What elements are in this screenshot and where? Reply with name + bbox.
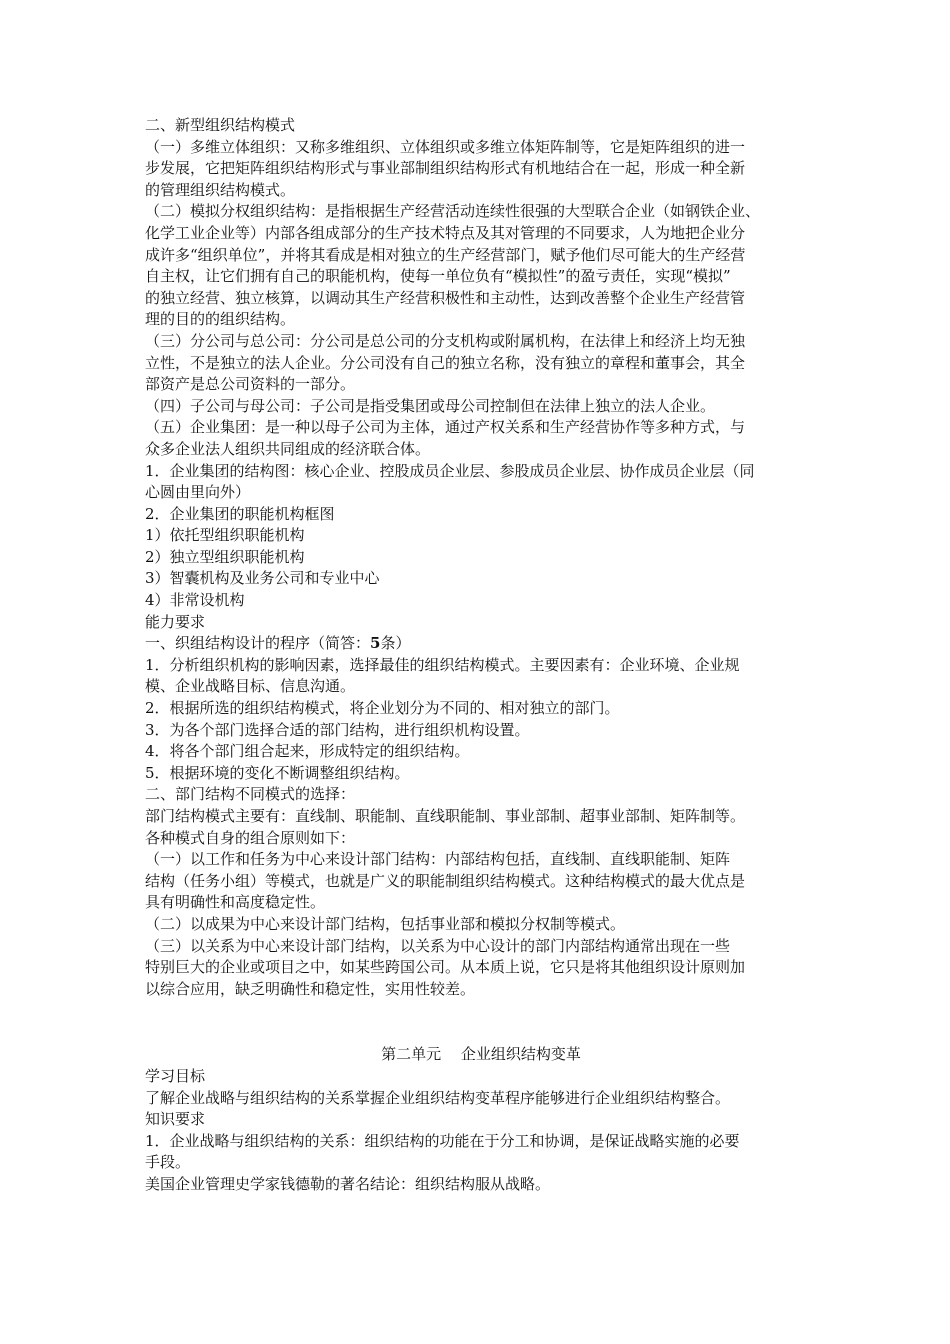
text-line: 众多企业法人组织共同组成的经济联合体。 xyxy=(145,439,431,458)
text-line: 2．企业集团的职能机构框图 xyxy=(145,504,335,523)
ability-heading: 能力要求 xyxy=(145,612,206,631)
text-line: 成许多“组织单位”，并将其看成是相对独立的生产经营部门，赋予他们尽可能大的生产经营 xyxy=(145,245,746,264)
text-line: （三）以关系为中心来设计部门结构，以关系为中心设计的部门内部结构通常出现在一些 xyxy=(145,936,731,955)
text-line: 自主权，让它们拥有自己的职能机构，使每一单位负有“模拟性”的盈亏责任，实现“模拟” xyxy=(145,267,731,286)
text-line: 特别巨大的企业或项目之中，如某些跨国公司。从本质上说，它只是将其他组织设计原则加 xyxy=(145,958,746,977)
text-line: 3．为各个部门选择合适的部门结构，进行组织机构设置。 xyxy=(145,720,530,739)
text-line: 学习目标 xyxy=(145,1066,206,1085)
text-line: 二、部门结构不同模式的选择： xyxy=(145,785,356,804)
procedure-count: 5 xyxy=(370,634,381,653)
text-line: （二）以成果为中心来设计部门结构，包括事业部和模拟分权制等模式。 xyxy=(145,914,626,933)
text-line: 手段。 xyxy=(145,1153,191,1172)
text-line: 3）智囊机构及业务公司和专业中心 xyxy=(145,569,380,588)
text-line: 了解企业战略与组织结构的关系掌握企业组织结构变革程序能够进行企业组织结构整合。 xyxy=(145,1088,731,1107)
text-line: 4）非常设机构 xyxy=(145,591,245,610)
procedure-heading-prefix: 一、织组结构设计的程序（简答： xyxy=(145,634,371,653)
text-line: （三）分公司与总公司：分公司是总公司的分支机构或附属机构，在法律上和经济上均无独 xyxy=(145,331,746,350)
text-line: 4．将各个部门组合起来，形成特定的组织结构。 xyxy=(145,742,470,761)
text-line: （五）企业集团：是一种以母子公司为主体，通过产权关系和生产经营协作等多种方式，与 xyxy=(145,418,746,437)
section-heading: 二、新型组织结构模式 xyxy=(145,116,296,134)
text-line: 美国企业管理史学家钱德勒的著名结论：组织结构服从战略。 xyxy=(145,1174,551,1193)
text-line: 部门结构模式主要有：直线制、职能制、直线职能制、事业部制、超事业部制、矩阵制等。 xyxy=(145,807,746,825)
text-line: 化学工业企业等）内部各组成部分的生产技术特点及其对管理的不同要求，人为地把企业分 xyxy=(145,223,746,242)
text-line: 的管理组织结构模式。 xyxy=(145,180,296,199)
procedure-heading xyxy=(145,633,817,655)
text-line: 2．根据所选的组织结构模式，将企业划分为不同的、相对独立的部门。 xyxy=(145,699,620,718)
text-line: 以综合应用，缺乏明确性和稳定性，实用性较差。 xyxy=(145,979,476,998)
text-line: 立性，不是独立的法人企业。分公司没有自己的独立名称，没有独立的章程和董事会，其全 xyxy=(145,353,746,372)
text-line: 1．企业战略与组织结构的关系：组织结构的功能在于分工和协调，是保证战略实施的必要 xyxy=(145,1131,740,1150)
text-line: 5．根据环境的变化不断调整组织结构。 xyxy=(145,763,410,782)
text-line: 步发展，它把矩阵组织结构形式与事业部制组织结构形式有机地结合在一起，形成一种全新 xyxy=(145,159,746,178)
text-line: 1．企业集团的结构图：核心企业、控股成员企业层、参股成员企业层、协作成员企业层（同 xyxy=(145,461,755,480)
text-line: 1．分析组织机构的影响因素，选择最佳的组织结构模式。主要因素有：企业环境、企业规 xyxy=(145,655,740,674)
ability-body xyxy=(145,655,817,1001)
unit-body xyxy=(145,1066,817,1196)
text-line: （一）多维立体组织：又称多维组织、立体组织或多维立体矩阵制等，它是矩阵组织的进一 xyxy=(145,137,746,156)
spacer xyxy=(145,1000,817,1044)
text-line: 心圆由里向外） xyxy=(145,483,251,502)
document-page xyxy=(145,115,817,1196)
text-line: 的独立经营、独立核算，以调动其生产经营积极性和主动性，达到改善整个企业生产经营管 xyxy=(145,288,746,307)
text-line: 1）依托型组织职能机构 xyxy=(145,526,305,545)
text-line: 具有明确性和高度稳定性。 xyxy=(145,893,326,912)
text-line: 2）独立型组织职能机构 xyxy=(145,547,305,566)
text-line: 部资产是总公司资料的一部分。 xyxy=(145,375,356,394)
text-line: （二）模拟分权组织结构：是指根据生产经营活动连续性很强的大型联合企业（如钢铁企业、 xyxy=(145,202,761,221)
procedure-heading-suffix: 条） xyxy=(380,634,411,653)
text-line: 结构（任务小组）等模式，也就是广义的职能制组织结构模式。这种结构模式的最大优点是 xyxy=(145,871,746,890)
text-line: 模、企业战略目标、信息沟通。 xyxy=(145,677,356,696)
text-line: （四）子公司与母公司：子公司是指受集团或母公司控制但在法律上独立的法人企业。 xyxy=(145,396,716,415)
unit-title: 第二单元 企业组织结构变革 xyxy=(381,1045,581,1064)
text-line: （一）以工作和任务为中心来设计部门结构：内部结构包括，直线制、直线职能制、矩阵 xyxy=(145,850,731,869)
text-line: 各种模式自身的组合原则如下： xyxy=(145,828,356,847)
section-body xyxy=(145,137,817,612)
text-line: 知识要求 xyxy=(145,1110,206,1129)
text-line: 理的目的的组织结构。 xyxy=(145,310,296,329)
